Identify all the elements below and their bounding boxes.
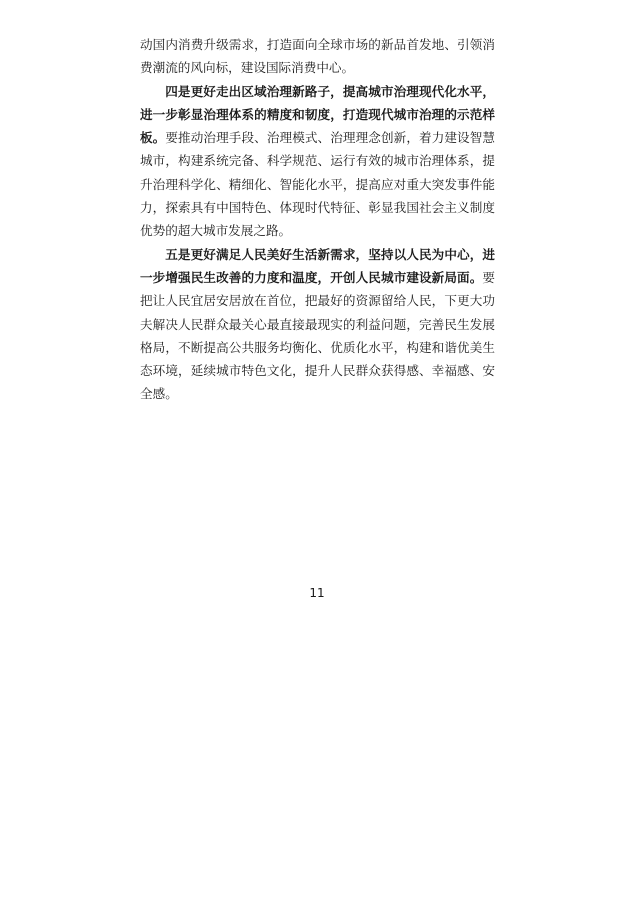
paragraph-1-text: 动国内消费升级需求，打造面向全球市场的新品首发地、引领消费潮流的风向标，建设国际消费中心。 bbox=[140, 37, 495, 76]
paragraph-2-text: 要推动治理手段、治理模式、治理理念创新，着力建设智慧城市，构建系统完备、科学规范、运行有效的城市治理体系，提升治理科学化、精细化、智能化水平，提高应对重大突发事件能力，探索具有中国特色、体现时代特征、彰显我国社会主义制度优势的超大城市发展之路。 bbox=[140, 130, 496, 239]
page-number: 11 bbox=[309, 586, 325, 600]
paragraph-2-heading: 四是更好走出区域治理新路子，提高城市治理现代化水平，进一步彰显治理体系的精度和韧度，打造现代城市治理的示范样板。 bbox=[140, 83, 495, 146]
paragraph-continuation bbox=[140, 33, 495, 80]
document-body bbox=[140, 33, 495, 406]
paragraph-3-text: 要把让人民宜居安居放在首位，把最好的资源留给人民，下更大功夫解决人民群众最关心最直接最现实的利益问题，完善民生发展格局，不断提高公共服务均衡化、优质化水平，构建和谐优美生态环境，延续城市特色文化，提升人民群众获得感、幸福感、安全感。 bbox=[140, 269, 495, 402]
paragraph-governance bbox=[140, 80, 495, 243]
paragraph-3-heading: 五是更好满足人民美好生活新需求，坚持以人民为中心，进一步增强民生改善的力度和温度，开创人民城市建设新局面。 bbox=[140, 246, 495, 285]
paragraph-livelihood bbox=[140, 243, 495, 406]
